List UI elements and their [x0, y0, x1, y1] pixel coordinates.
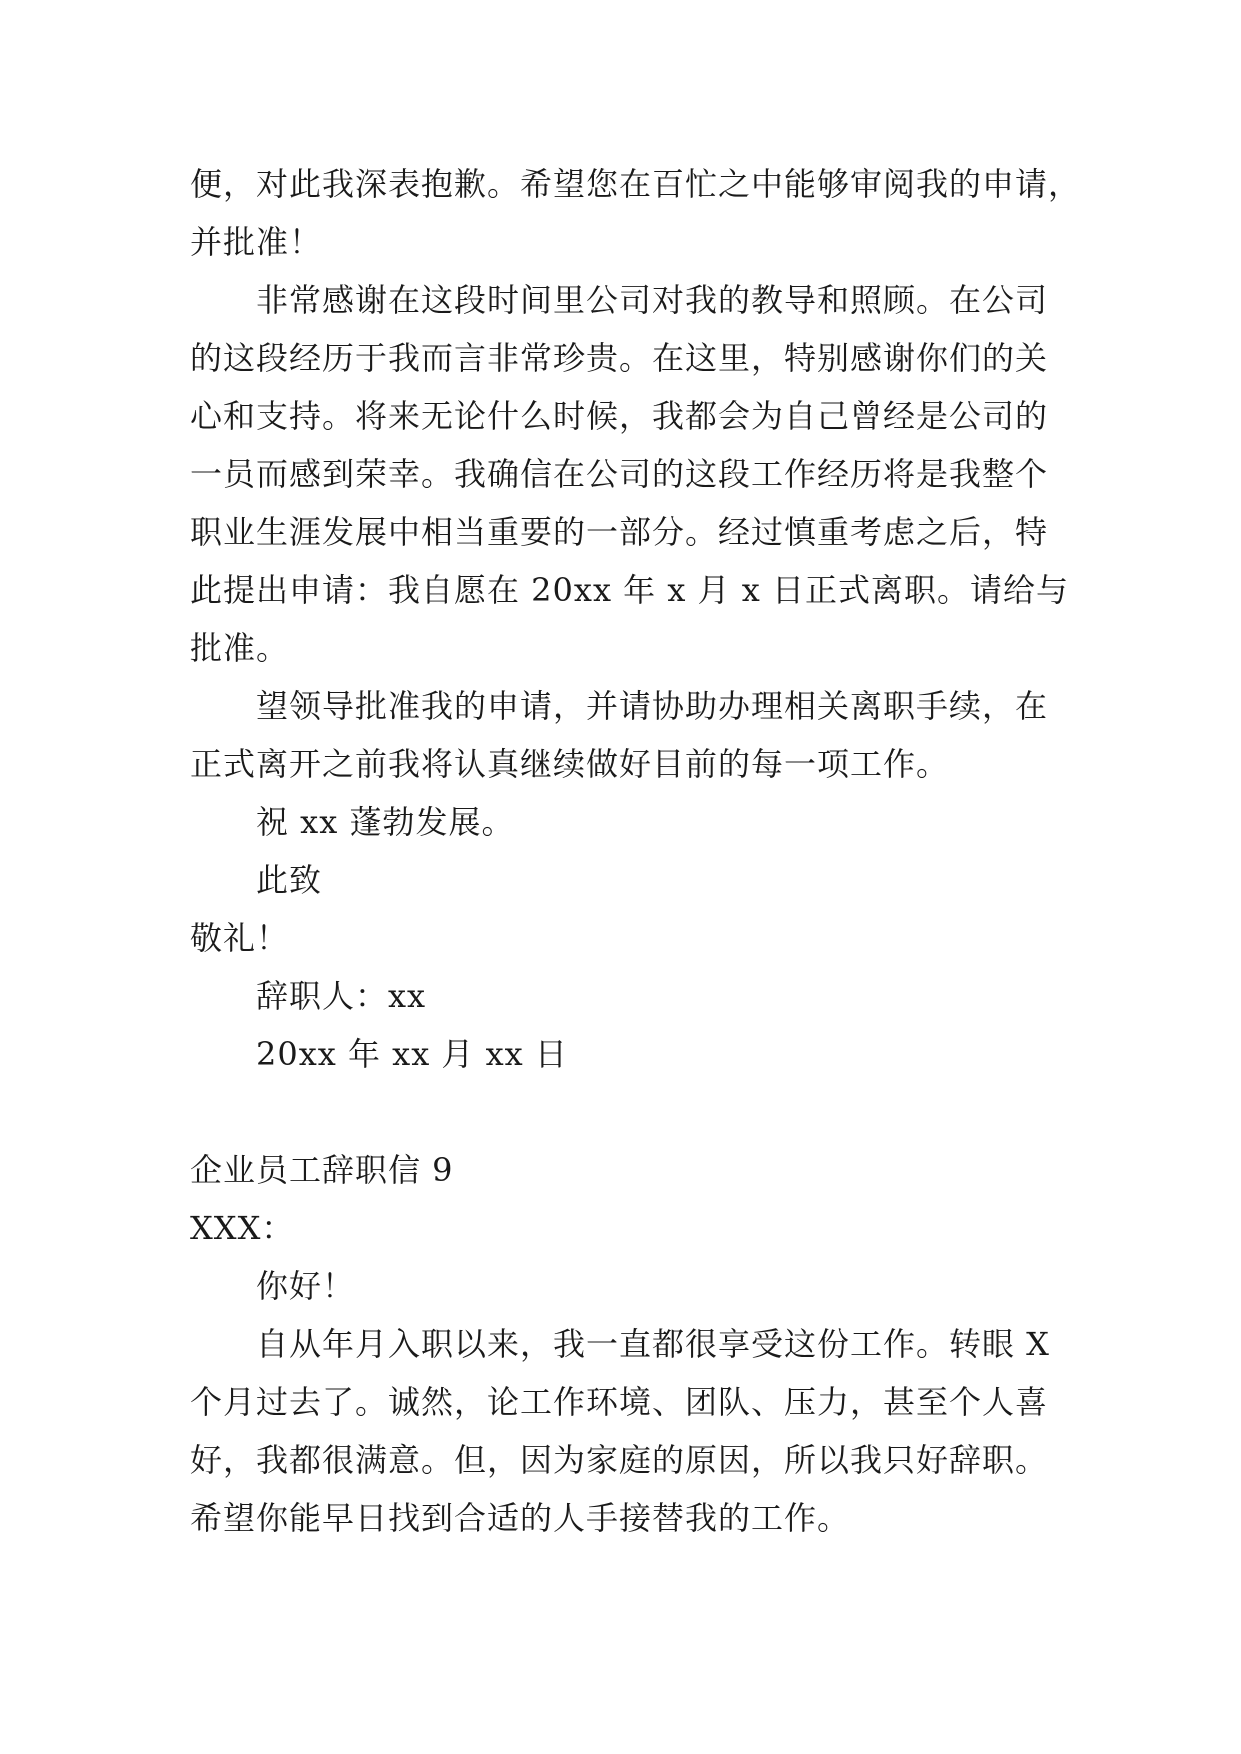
paragraph-line: 批准。: [190, 629, 290, 667]
paragraph-line: 望领导批准我的申请，并请协助办理相关离职手续，在: [256, 687, 1049, 725]
paragraph-line: 并批准！: [190, 223, 323, 261]
letter-title: 企业员工辞职信 9: [190, 1151, 454, 1189]
signature-line: 辞职人：xx: [256, 977, 427, 1015]
paragraph-line: 好，我都很满意。但，因为家庭的原因，所以我只好辞职。: [190, 1441, 1049, 1479]
wishes-line: 祝 xx 蓬勃发展。: [256, 803, 515, 841]
paragraph-line: 职业生涯发展中相当重要的一部分。经过慎重考虑之后，特: [190, 513, 1049, 551]
paragraph-line: 非常感谢在这段时间里公司对我的教导和照顾。在公司: [256, 281, 1049, 319]
date-line: 20xx 年 xx 月 xx 日: [256, 1035, 568, 1073]
salutation: XXX：: [190, 1209, 295, 1247]
paragraph-line: 便，对此我深表抱歉。希望您在百忙之中能够审阅我的申请，: [190, 165, 1082, 203]
paragraph-line: 的这段经历于我而言非常珍贵。在这里，特别感谢你们的关: [190, 339, 1049, 377]
paragraph-line: 个月过去了。诚然，论工作环境、团队、压力，甚至个人喜: [190, 1383, 1049, 1421]
paragraph-line: 正式离开之前我将认真继续做好目前的每一项工作。: [190, 745, 950, 783]
paragraph-line: 心和支持。将来无论什么时候，我都会为自己曾经是公司的: [190, 397, 1049, 435]
closing-salute: 敬礼！: [190, 919, 290, 957]
greeting: 你好！: [256, 1267, 356, 1305]
paragraph-line: 一员而感到荣幸。我确信在公司的这段工作经历将是我整个: [190, 455, 1049, 493]
paragraph-line: 此提出申请：我自愿在 20xx 年 x 月 x 日正式离职。请给与: [190, 571, 1069, 609]
paragraph-line: 希望你能早日找到合适的人手接替我的工作。: [190, 1499, 851, 1537]
closing-line: 此致: [256, 861, 323, 899]
paragraph-line: 自从年月入职以来，我一直都很享受这份工作。转眼 X: [256, 1325, 1050, 1363]
